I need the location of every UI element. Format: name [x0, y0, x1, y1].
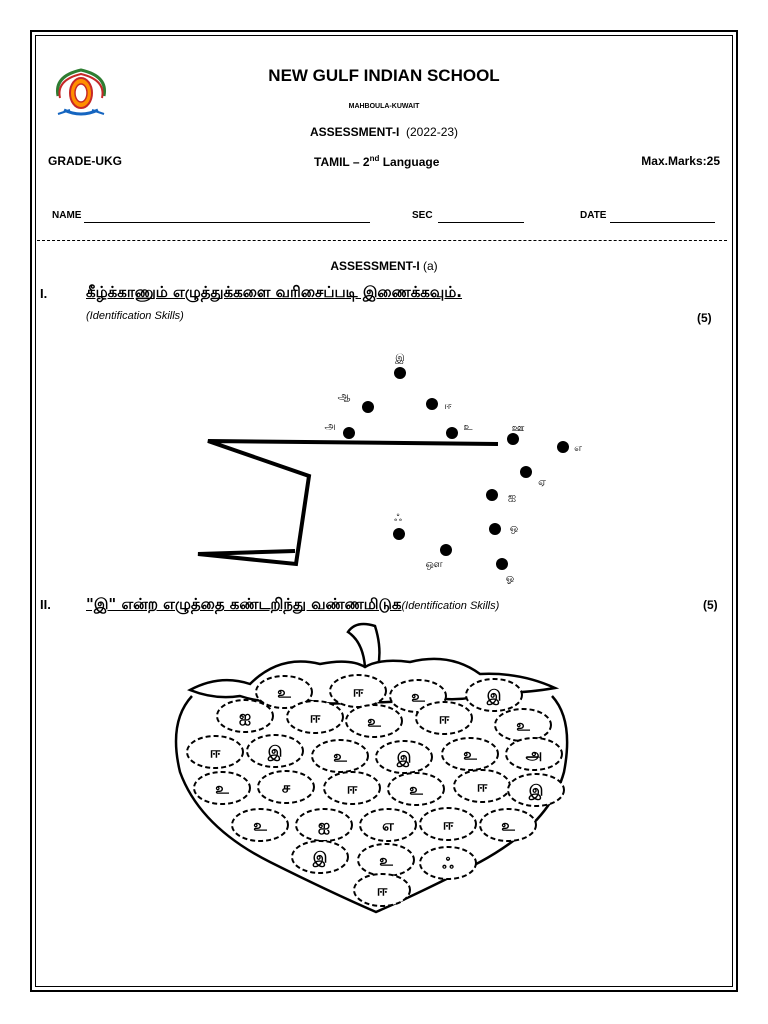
school-location: MAHBOULA-KUWAIT	[348, 103, 420, 110]
max-marks: Max.Marks:25	[641, 154, 720, 168]
letter-circle-label: ஈ	[209, 743, 221, 762]
letter-circle-label: அ	[525, 745, 543, 764]
strawberry-stem	[348, 624, 379, 667]
date-label: DATE	[580, 210, 607, 221]
letter-circle-label: இ	[267, 742, 283, 761]
question-2-text: "இ" என்ற எழுத்தை கண்டறிந்து வண்ணமிடுக	[86, 595, 402, 613]
school-name: NEW GULF INDIAN SCHOOL	[268, 66, 500, 85]
name-field[interactable]	[84, 222, 370, 223]
letter-circle-label: உ	[501, 816, 515, 835]
strawberry-figure	[160, 612, 600, 922]
dot-label: உ	[463, 422, 473, 433]
question-2-number: II.	[40, 597, 51, 612]
letter-circle-label: ஈ	[352, 682, 364, 701]
subject-sup: nd	[369, 154, 380, 163]
dot-label: ஈ	[444, 401, 452, 412]
subject-prefix: TAMIL – 2	[314, 155, 370, 169]
assessment-year: (2022-23)	[406, 125, 459, 139]
header-divider	[37, 240, 727, 241]
dot-point	[486, 489, 498, 501]
letter-circle-label: ஈ	[438, 709, 450, 728]
question-1-number: I.	[40, 286, 48, 301]
letter-circle-label: உ	[333, 747, 347, 766]
dot-point	[440, 544, 452, 556]
dot-point	[557, 441, 569, 453]
section-title	[0, 259, 768, 273]
sec-field[interactable]	[438, 222, 524, 223]
dot-label: ஐ	[507, 492, 517, 503]
dot-label: அ	[324, 421, 336, 432]
dot-label: ஏ	[538, 477, 546, 488]
date-field[interactable]	[610, 222, 715, 223]
name-label: NAME	[52, 210, 82, 221]
dot-point	[446, 427, 458, 439]
star-outline	[198, 441, 498, 564]
letter-circle-label: உ	[215, 779, 229, 798]
question-2-marks: (5)	[703, 598, 718, 612]
dot-label: ஒ	[509, 523, 519, 534]
question-2-skill: (Identification Skills)	[401, 600, 500, 612]
letter-circle-label: உ	[516, 716, 530, 735]
letter-circle-label: உ	[253, 816, 267, 835]
letter-circle-label: ஃ	[442, 854, 454, 873]
letter-circle-label: உ	[367, 712, 381, 731]
question-1-skill: (Identification Skills)	[86, 310, 184, 322]
dot-label: எ	[574, 443, 582, 454]
dot-point	[496, 558, 508, 570]
letter-circle-label: ஈ	[476, 777, 488, 796]
letter-circle-label: ஈ	[376, 881, 388, 900]
dot-point	[362, 401, 374, 413]
sec-label: SEC	[412, 210, 433, 221]
subject-suffix: Language	[379, 155, 440, 169]
assessment-title	[0, 125, 768, 139]
question-1-text: கீழ்க்காணும் எழுத்துக்களை வரிசைப்படி இணைக்கவும்.	[86, 283, 463, 301]
letter-circle-label: உ	[409, 780, 423, 799]
dot-label: ஆ	[337, 391, 351, 402]
dot-point	[393, 528, 405, 540]
dot-label: ஓ	[505, 573, 515, 584]
letter-circle-label: ஐ	[317, 816, 331, 835]
dot-to-dot-star	[150, 340, 620, 590]
letter-circle-label: உ	[277, 683, 291, 702]
dot-label: ஃ	[394, 513, 402, 524]
question-1-marks: (5)	[697, 311, 712, 325]
dot-point	[489, 523, 501, 535]
letter-circle-label: ஈ	[309, 708, 321, 727]
letter-circle-label: இ	[312, 848, 328, 867]
letter-circle-label: ஐ	[238, 707, 252, 726]
letter-circle-label: இ	[396, 748, 412, 767]
letter-circle-label: இ	[528, 781, 544, 800]
letter-circle-label: ஈ	[442, 815, 454, 834]
letter-circle-label: ச	[281, 778, 291, 797]
dot-label: ஊ	[511, 423, 525, 434]
section-suffix: (a)	[419, 259, 438, 273]
letter-circle-label: இ	[486, 686, 502, 705]
assessment-name: ASSESSMENT-I	[309, 125, 400, 139]
letter-circle-label: உ	[463, 745, 477, 764]
grade-label: GRADE-UKG	[48, 154, 122, 168]
letter-circle-label: எ	[382, 816, 394, 835]
dot-point	[507, 433, 519, 445]
dot-point	[343, 427, 355, 439]
subject-label	[314, 154, 439, 169]
dot-point	[394, 367, 406, 379]
letter-circle-label: உ	[411, 687, 425, 706]
letter-circle-label: உ	[379, 851, 393, 870]
dot-label: ஔ	[425, 559, 443, 570]
letter-circle-label: ஈ	[346, 779, 358, 798]
dot-label: இ	[395, 353, 405, 364]
section-name: ASSESSMENT-I	[330, 259, 420, 273]
dot-point	[426, 398, 438, 410]
dot-point	[520, 466, 532, 478]
